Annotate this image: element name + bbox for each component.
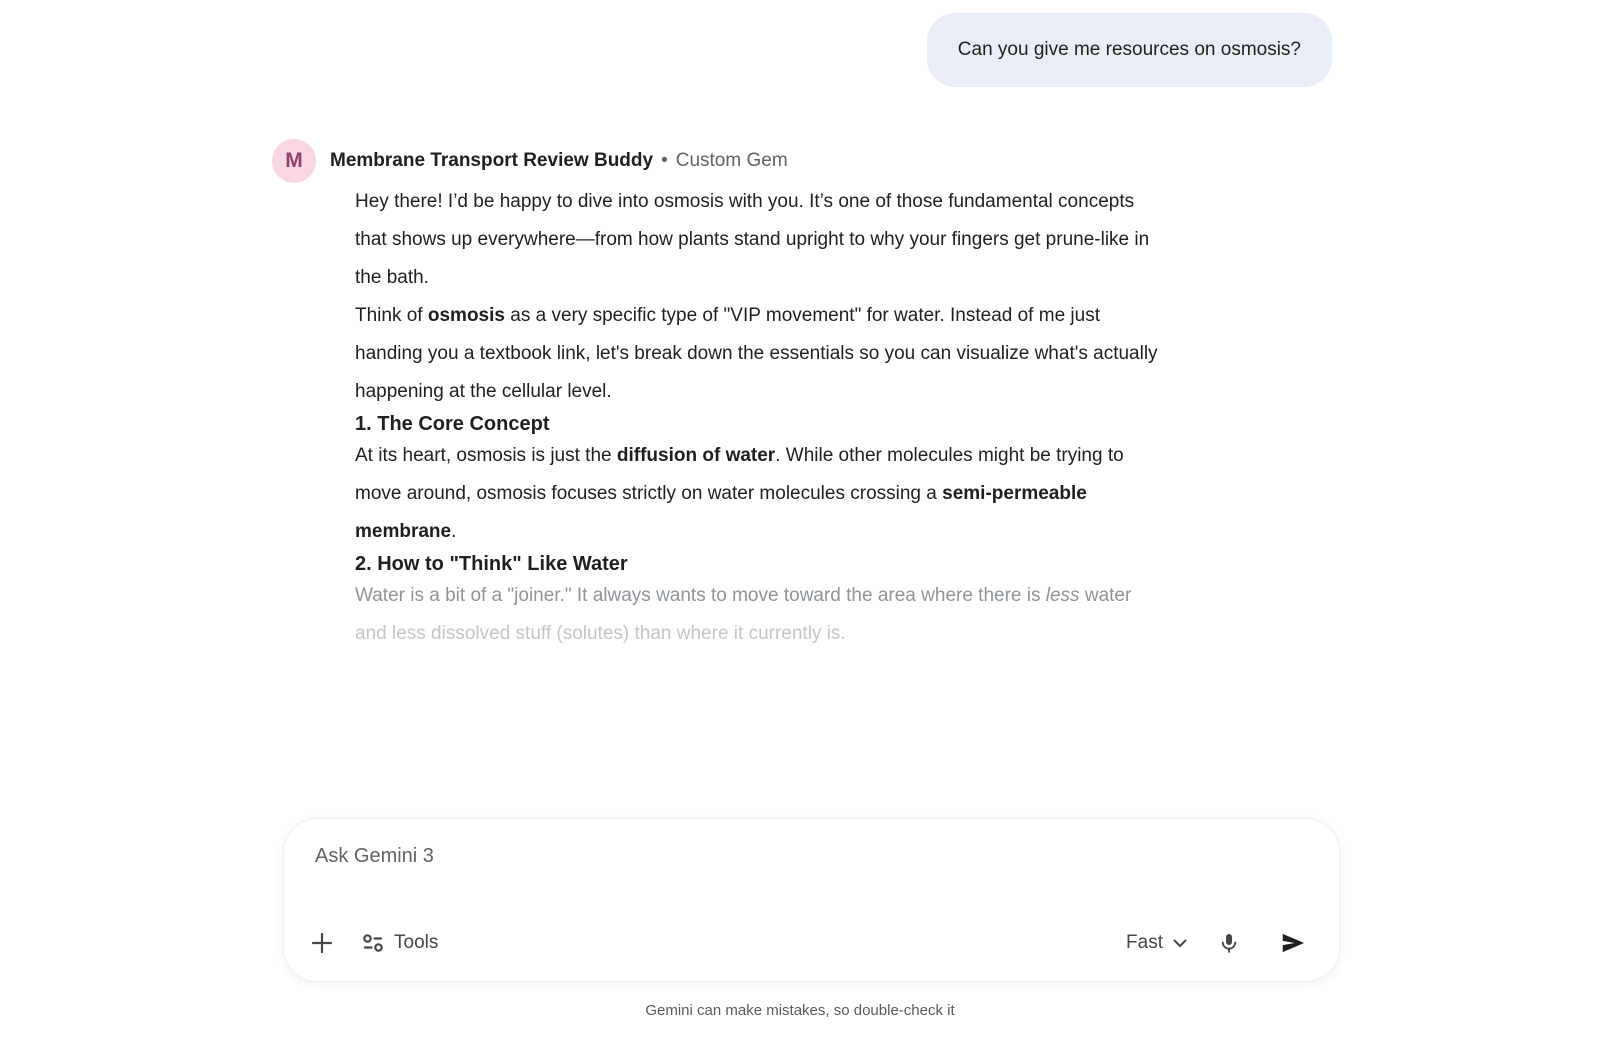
text-segment: .: [451, 521, 457, 542]
text-line: [355, 475, 1317, 513]
model-selector[interactable]: [1126, 932, 1187, 954]
text-segment: . While other molecules might be trying to: [775, 445, 1124, 466]
bold-text-segment: osmosis: [427, 305, 505, 326]
text-line: [355, 513, 1317, 551]
user-message-bubble: [927, 13, 1332, 87]
text-segment: Think of: [355, 305, 428, 326]
text-line: handing you a textbook link, let's break down the essentials so you can visualize what's actually: [355, 343, 1158, 364]
separator-dot: •: [661, 150, 668, 171]
bold-text-segment: membrane: [355, 521, 452, 542]
text-segment: At its heart, osmosis is just the: [355, 445, 617, 466]
paragraph-streaming-faded: [355, 577, 1317, 653]
heading-core-concept: 1. The Core Concept: [355, 413, 550, 435]
mic-button[interactable]: [1207, 921, 1251, 965]
send-button[interactable]: [1263, 913, 1323, 973]
gem-name: Membrane Transport Review Buddy: [330, 150, 654, 171]
text-segment: water: [1079, 585, 1132, 606]
gem-avatar[interactable]: [272, 139, 316, 183]
text-line: [355, 577, 1317, 615]
gem-header: [272, 139, 1332, 183]
text-line: happening at the cellular level.: [355, 381, 612, 402]
send-icon: [1279, 929, 1307, 957]
text-line: Hey there! I’d be happy to dive into osmosis with you. It’s one of those fundamental concepts: [355, 191, 1135, 212]
paragraph-think-of-osmosis: [355, 297, 1317, 411]
paragraph-intro: [355, 183, 1317, 297]
prompt-input[interactable]: Ask Gemini 3: [315, 845, 434, 867]
plus-icon: [309, 930, 335, 956]
custom-gem-badge: Custom Gem: [675, 150, 788, 171]
composer-toolbar: [300, 915, 1323, 971]
tools-icon: [362, 933, 384, 953]
heading-think-like-water: 2. How to "Think" Like Water: [355, 553, 628, 575]
model-label: Fast: [1126, 932, 1163, 953]
bold-text-segment: diffusion of water: [616, 445, 776, 466]
bot-message: [355, 183, 1317, 653]
italic-text-segment: less: [1045, 585, 1080, 606]
text-line: the bath.: [355, 267, 429, 288]
text-line: [355, 297, 1317, 335]
text-segment: as a very specific type of "VIP movement" for water. Instead of me just: [504, 305, 1100, 326]
user-message-text: Can you give me resources on osmosis?: [957, 39, 1301, 60]
composer[interactable]: [283, 818, 1340, 982]
user-message-row: [272, 0, 1332, 87]
text-segment: move around, osmosis focuses strictly on water molecules crossing a: [355, 483, 943, 504]
disclaimer: Gemini can make mistakes, so double-check it: [645, 1002, 955, 1019]
add-attachment-button[interactable]: [300, 921, 344, 965]
tools-button[interactable]: [362, 932, 438, 954]
text-line-clipped: and less dissolved stuff (solutes) than where it currently is.: [355, 623, 846, 644]
text-line: that shows up everywhere—from how plants stand upright to why your fingers get prune-like in: [355, 229, 1150, 250]
text-segment: Water is a bit of a "joiner." It always wants to move toward the area where there is: [355, 585, 1046, 606]
tools-label: Tools: [394, 932, 439, 953]
text-line: [355, 437, 1317, 475]
gem-title-row: [330, 150, 788, 172]
paragraph-core-concept: [355, 437, 1317, 551]
bold-text-segment: semi-permeable: [942, 483, 1087, 504]
chevron-down-icon: [1173, 939, 1187, 948]
gem-avatar-letter: M: [285, 149, 303, 172]
conversation: [272, 0, 1332, 653]
microphone-icon: [1217, 931, 1241, 955]
